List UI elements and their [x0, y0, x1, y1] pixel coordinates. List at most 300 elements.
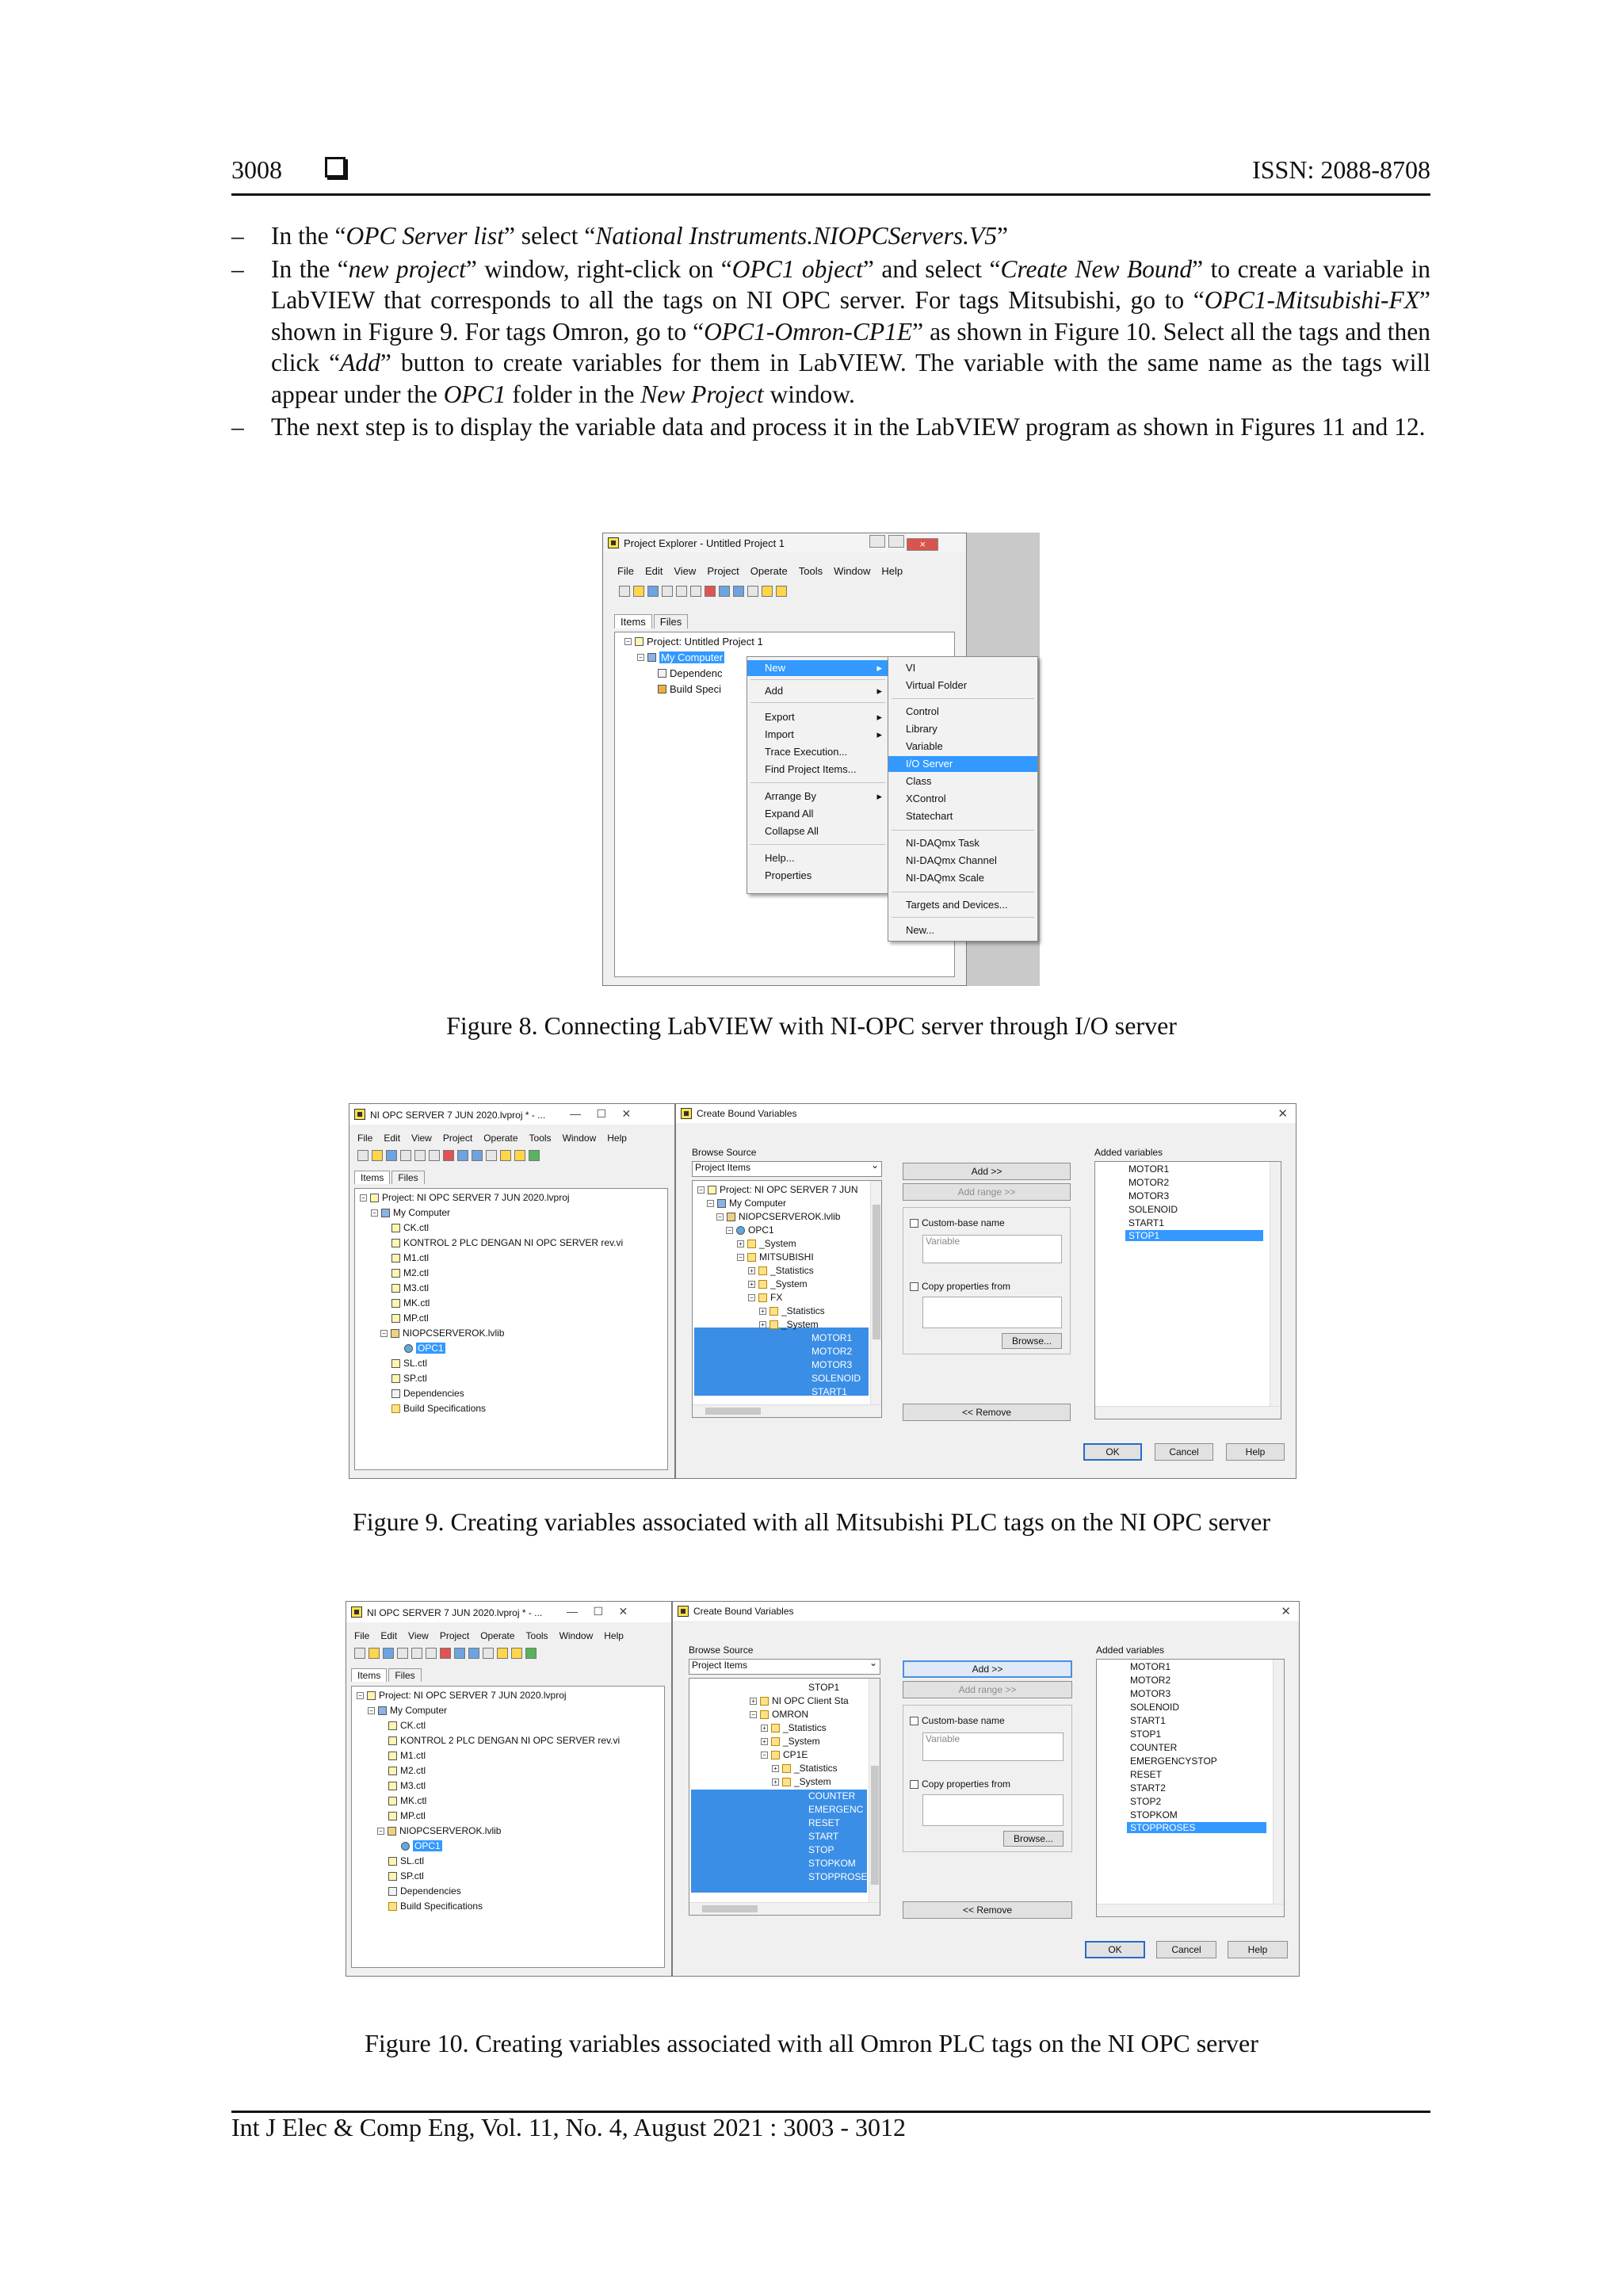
minimize-icon[interactable]: —	[570, 1107, 581, 1120]
menu-item-view[interactable]: View	[408, 1630, 429, 1641]
ctl-icon	[391, 1269, 400, 1278]
copy-icon[interactable]	[411, 1648, 422, 1659]
cut-icon[interactable]	[397, 1648, 408, 1659]
menu-item-window[interactable]: Window	[559, 1630, 594, 1641]
list-item[interactable]: STOP2	[1130, 1796, 1162, 1807]
tree-row[interactable]: SL.ctl	[391, 1358, 427, 1369]
tabs[interactable]	[351, 1668, 423, 1682]
tree-row[interactable]: MOTOR2	[812, 1346, 853, 1357]
ctl-icon	[388, 1857, 397, 1866]
variable-name-field[interactable]: Variable	[922, 1235, 1062, 1263]
figure-9-caption: Figure 9. Creating variables associated with all Mitsubishi PLC tags on the NI OPC server	[352, 1507, 1271, 1536]
menu-bar[interactable]	[357, 1133, 638, 1144]
toolbar[interactable]	[357, 1150, 540, 1161]
create-bound-variables-dialog	[675, 1103, 1296, 1479]
tree-row[interactable]: STOP	[808, 1844, 834, 1855]
build-icon[interactable]	[719, 586, 730, 597]
library-icon	[727, 1213, 735, 1221]
list-item[interactable]: COUNTER	[1130, 1742, 1178, 1753]
menu-item-virtual-folder[interactable]: Virtual Folder	[906, 679, 968, 691]
project-icon	[370, 1194, 379, 1202]
menu-item-help[interactable]: Help	[881, 565, 903, 577]
add-range-button[interactable]: Add range >>	[903, 1183, 1071, 1201]
project-tree-panel	[351, 1686, 665, 1968]
folder-icon	[771, 1724, 780, 1733]
list-item[interactable]: START2	[1130, 1782, 1166, 1794]
list-item[interactable]: SOLENOID	[1128, 1204, 1178, 1215]
project-icon	[708, 1186, 716, 1194]
paste-icon[interactable]	[690, 586, 701, 597]
italic-run: Add	[340, 349, 380, 376]
open-icon[interactable]	[372, 1150, 383, 1161]
warning-icon[interactable]	[500, 1150, 511, 1161]
menu-item-project[interactable]: Project	[439, 1630, 470, 1641]
list-item[interactable]: MOTOR2	[1128, 1177, 1170, 1188]
tree-row[interactable]: + _System	[759, 1319, 819, 1330]
menu-item-expand-all[interactable]: Expand All	[765, 808, 814, 819]
menu-item-library[interactable]: Library	[906, 723, 938, 735]
computer-icon	[717, 1199, 726, 1208]
bullet-item	[231, 411, 1430, 443]
copy-icon[interactable]	[414, 1150, 426, 1161]
menu-item-xcontrol[interactable]: XControl	[906, 793, 946, 804]
close-icon[interactable]: ×	[907, 538, 938, 551]
io-server-icon	[404, 1344, 413, 1353]
window-controls[interactable]	[570, 1107, 631, 1121]
menu-item-window[interactable]: Window	[562, 1133, 597, 1144]
delete-icon[interactable]	[443, 1150, 454, 1161]
tree-row[interactable]: SP.ctl	[391, 1373, 427, 1384]
tree-row[interactable]: STOPKOM	[808, 1858, 856, 1869]
page-number: 3008	[231, 155, 282, 184]
menu-item-edit[interactable]: Edit	[384, 1133, 401, 1144]
folder-icon	[769, 1320, 778, 1329]
tree-row[interactable]: STOP1	[808, 1682, 840, 1693]
menu-item-file[interactable]: File	[357, 1133, 373, 1144]
tab-items[interactable]: Items	[351, 1668, 387, 1682]
tree-row[interactable]: M2.ctl	[391, 1267, 429, 1278]
window-title: Project Explorer - Untitled Project 1	[624, 537, 785, 549]
titlebar	[346, 1602, 671, 1622]
menu-item-control[interactable]: Control	[906, 705, 939, 717]
tree-row[interactable]: Dependenc	[658, 667, 723, 679]
tree-row[interactable]: SP.ctl	[388, 1870, 424, 1881]
context-menu	[747, 656, 889, 894]
tree-row[interactable]: KONTROL 2 PLC DENGAN NI OPC SERVER rev.vi	[388, 1735, 620, 1746]
ctl-icon	[388, 1812, 397, 1820]
tree-row[interactable]: − CP1E	[761, 1749, 808, 1760]
tree-row[interactable]: OPC1	[404, 1343, 445, 1354]
close-icon[interactable]: ✕	[621, 1107, 632, 1120]
tree-row[interactable]: MK.ctl	[391, 1297, 430, 1308]
tree-row[interactable]: + _System	[748, 1278, 808, 1289]
folder-icon	[758, 1293, 767, 1302]
tree-row[interactable]: M3.ctl	[388, 1780, 426, 1791]
browse-source-combo[interactable]: Project Items ⌄	[689, 1659, 880, 1675]
ctl-icon	[391, 1299, 400, 1308]
deploy-icon[interactable]	[468, 1648, 479, 1659]
list-item[interactable]: RESET	[1130, 1769, 1163, 1780]
chevron-right-icon: ▸	[876, 685, 882, 697]
tree-row[interactable]: + _Statistics	[748, 1265, 814, 1276]
build-icon[interactable]	[454, 1648, 465, 1659]
options-panel	[903, 1207, 1071, 1354]
ctl-icon	[391, 1224, 400, 1232]
menu-item-properties[interactable]: Properties	[765, 869, 812, 881]
io-server-icon	[401, 1842, 410, 1851]
tree-row[interactable]: COUNTER	[808, 1790, 856, 1801]
menu-item-find-project-items[interactable]: Find Project Items...	[765, 763, 857, 775]
tree-row[interactable]: M1.ctl	[388, 1750, 426, 1761]
ctl-icon	[391, 1284, 400, 1293]
menu-item-help[interactable]: Help	[607, 1133, 627, 1144]
tree-row[interactable]: START	[808, 1831, 839, 1842]
warning-icon[interactable]	[497, 1648, 508, 1659]
menu-item-trace-execution[interactable]: Trace Execution...	[765, 746, 848, 758]
cancel-button[interactable]: Cancel	[1155, 1443, 1213, 1461]
help-icon[interactable]	[511, 1648, 522, 1659]
ok-button[interactable]: OK	[1085, 1941, 1145, 1958]
folder-icon	[760, 1697, 769, 1706]
menu-item-io-server[interactable]: I/O Server	[888, 756, 1037, 772]
tree-row[interactable]: + _Statistics	[761, 1722, 827, 1733]
tree-row[interactable]: CK.ctl	[391, 1222, 429, 1233]
paste-icon[interactable]	[426, 1648, 437, 1659]
help-button[interactable]: Help	[1226, 1443, 1285, 1461]
tree-row[interactable]: KONTROL 2 PLC DENGAN NI OPC SERVER rev.vi	[391, 1237, 623, 1248]
tree-row[interactable]: − NIOPCSERVEROK.lvlib	[716, 1211, 840, 1222]
copy-properties-checkbox[interactable]: Copy properties from	[910, 1281, 1010, 1292]
tree-row[interactable]: − My Computer	[707, 1198, 786, 1209]
menu-item-operate[interactable]: Operate	[750, 565, 788, 577]
vertical-scrollbar[interactable]	[1273, 1660, 1284, 1905]
menu-item-operate[interactable]: Operate	[480, 1630, 515, 1641]
copy-icon[interactable]	[676, 586, 687, 597]
menu-item-help[interactable]: Help	[604, 1630, 624, 1641]
chevron-right-icon: ▸	[876, 790, 882, 802]
tree-row[interactable]: MP.ctl	[391, 1312, 429, 1324]
tree-row[interactable]: CK.ctl	[388, 1720, 426, 1731]
tree-row[interactable]: Dependencies	[388, 1885, 461, 1897]
square-bullet-icon	[325, 157, 346, 178]
add-button[interactable]: Add >>	[903, 1163, 1071, 1180]
footer-citation: Int J Elec & Comp Eng, Vol. 11, No. 4, August 2021 : 3003 - 3012	[231, 2113, 906, 2141]
tree-row[interactable]: + NI OPC Client Sta	[750, 1695, 849, 1706]
close-icon[interactable]: ✕	[1277, 1107, 1288, 1121]
toolbar[interactable]	[619, 586, 787, 597]
list-item[interactable]: EMERGENCYSTOP	[1130, 1755, 1217, 1767]
delete-icon[interactable]	[440, 1648, 451, 1659]
new-icon[interactable]	[357, 1150, 369, 1161]
tree-row[interactable]: − MITSUBISHI	[737, 1251, 814, 1263]
ctl-icon	[388, 1782, 397, 1790]
computer-icon	[647, 653, 656, 662]
open-icon[interactable]	[633, 586, 644, 597]
menu-item-help[interactable]: Help...	[765, 852, 795, 864]
tree-row[interactable]: − NIOPCSERVEROK.lvlib	[377, 1825, 501, 1836]
list-item[interactable]: STOPPROSES	[1127, 1822, 1266, 1833]
tree-row[interactable]: MP.ctl	[388, 1810, 426, 1821]
list-item[interactable]: STOP1	[1125, 1230, 1263, 1241]
build-spec-icon	[658, 685, 666, 693]
window-title: NI OPC SERVER 7 JUN 2020.lvproj * - ...	[367, 1607, 543, 1618]
minimize-icon[interactable]: —	[567, 1605, 578, 1618]
menu-item-vi[interactable]: VI	[906, 662, 916, 674]
tree-row[interactable]: − OMRON	[750, 1709, 808, 1720]
italic-run: new project	[348, 254, 466, 283]
tree-row[interactable]: + _System	[761, 1736, 820, 1747]
dash-icon: –	[231, 413, 244, 441]
browse-button[interactable]: Browse...	[1003, 1831, 1064, 1847]
tree-row[interactable]: Build Speci	[658, 683, 721, 695]
menu-item-import[interactable]: Import ▸	[747, 727, 888, 743]
browse-source-combo[interactable]: Project Items ⌄	[692, 1161, 882, 1177]
menu-item-new[interactable]: New ▸	[747, 660, 888, 676]
tabs[interactable]	[614, 614, 689, 628]
build-icon[interactable]	[457, 1150, 468, 1161]
copy-properties-field[interactable]	[922, 1794, 1064, 1826]
tree-row[interactable]: Build Specifications	[388, 1901, 483, 1912]
close-icon[interactable]: ✕	[618, 1605, 628, 1618]
tree-row[interactable]: + _System	[737, 1238, 796, 1249]
toolbar[interactable]	[354, 1648, 537, 1659]
menu-item-file[interactable]: File	[354, 1630, 370, 1641]
tree-row[interactable]: − Project: NI OPC SERVER 7 JUN 2020.lvproj	[357, 1690, 567, 1701]
tree-row[interactable]: M2.ctl	[388, 1765, 426, 1776]
close-icon[interactable]: ✕	[1281, 1605, 1291, 1618]
maximize-icon[interactable]: ☐	[596, 1107, 607, 1120]
tree-row[interactable]: + _System	[772, 1776, 831, 1787]
horizontal-scrollbar[interactable]	[1095, 1406, 1281, 1419]
list-item[interactable]: STOPKOM	[1130, 1809, 1178, 1820]
tree-row[interactable]: Dependencies	[391, 1388, 464, 1399]
tree-row[interactable]: + _Statistics	[772, 1763, 838, 1774]
tree-row[interactable]: RESET	[808, 1817, 841, 1828]
tree-row[interactable]: + _Statistics	[759, 1305, 825, 1316]
deploy-icon[interactable]	[733, 586, 744, 597]
cancel-button[interactable]: Cancel	[1156, 1941, 1216, 1958]
run-icon[interactable]	[529, 1150, 540, 1161]
italic-run: OPC1-Omron-CP1E	[704, 317, 913, 346]
menu-item-tools[interactable]: Tools	[798, 565, 823, 577]
paste-icon[interactable]	[429, 1150, 440, 1161]
italic-run: OPC Server list	[346, 222, 504, 250]
custom-base-name-checkbox[interactable]: Custom-base name	[910, 1715, 1005, 1726]
menu-item-class[interactable]: Class	[906, 775, 932, 787]
folder-icon	[771, 1737, 780, 1746]
list-item[interactable]: STOP1	[1130, 1729, 1162, 1740]
save-icon[interactable]	[647, 586, 659, 597]
menu-item-variable[interactable]: Variable	[906, 740, 943, 752]
remove-button[interactable]: << Remove	[903, 1901, 1072, 1919]
bullet-text: In the “new project” window, right-click on “OPC1 object” and select “Create New Bound” to create a variable in LabVIEW that corresponds to all the tags on NI OPC server. For tags Mitsubishi, go to “OPC1-Mitsubishi-FX” shown in Figure 9. For tags Omron, go to “OPC1-Omron-CP1E” as shown in Figure 10. Select all the tags and then click “Add” button to create variables for them in LabVIEW. The variable with the same name as the tags will appear under the OPC1 folder in the New Project window.	[271, 254, 1431, 408]
menu-item-collapse-all[interactable]: Collapse All	[765, 825, 819, 837]
dash-icon: –	[231, 222, 244, 250]
menu-item-operate[interactable]: Operate	[483, 1133, 518, 1144]
deploy-icon[interactable]	[472, 1150, 483, 1161]
copy-properties-checkbox[interactable]: Copy properties from	[910, 1778, 1010, 1790]
list-item[interactable]: MOTOR2	[1130, 1675, 1171, 1686]
tree-row[interactable]: SL.ctl	[388, 1855, 424, 1866]
menu-item-add[interactable]: Add ▸	[747, 683, 888, 699]
tree-row[interactable]: STOPPROSE	[808, 1871, 868, 1882]
tab-files[interactable]: Files	[654, 614, 688, 628]
view-icon[interactable]	[483, 1648, 494, 1659]
tree-row[interactable]: − NIOPCSERVEROK.lvlib	[380, 1328, 504, 1339]
tree-row[interactable]: SOLENOID	[812, 1373, 861, 1384]
list-item[interactable]: SOLENOID	[1130, 1702, 1180, 1713]
vertical-scrollbar[interactable]	[869, 1679, 880, 1904]
new-submenu	[888, 656, 1038, 942]
horizontal-scrollbar[interactable]	[1097, 1904, 1285, 1916]
build-spec-icon	[391, 1404, 400, 1413]
tree-row[interactable]: OPC1	[401, 1840, 442, 1851]
vertical-scrollbar[interactable]	[1270, 1162, 1281, 1408]
menu-item-edit[interactable]: Edit	[644, 565, 663, 577]
tree-row[interactable]: Build Specifications	[391, 1403, 486, 1414]
italic-run: OPC1 object	[731, 254, 863, 283]
tree-row[interactable]: MOTOR1	[812, 1332, 853, 1343]
tree-row[interactable]: − Project: Untitled Project 1	[624, 636, 763, 648]
menu-bar[interactable]	[617, 565, 914, 577]
save-icon[interactable]	[383, 1648, 394, 1659]
menu-item-tools[interactable]: Tools	[529, 1133, 552, 1144]
maximize-icon[interactable]	[888, 535, 904, 548]
dialog-title: Create Bound Variables	[697, 1108, 797, 1119]
minimize-icon[interactable]	[869, 535, 885, 548]
tree-row[interactable]: M3.ctl	[391, 1282, 429, 1293]
tree-row[interactable]: START1	[812, 1386, 847, 1397]
horizontal-scrollbar[interactable]	[689, 1902, 880, 1915]
build-spec-icon	[388, 1902, 397, 1911]
browse-tree-panel[interactable]	[692, 1180, 882, 1418]
tabs[interactable]	[354, 1171, 426, 1184]
folder-icon	[782, 1778, 791, 1786]
list-item[interactable]: MOTOR3	[1130, 1688, 1171, 1699]
menu-item-daqmx-task[interactable]: NI-DAQmx Task	[906, 837, 980, 849]
titlebar	[676, 1104, 1296, 1123]
help-icon[interactable]	[514, 1150, 525, 1161]
add-range-button[interactable]: Add range >>	[903, 1681, 1072, 1698]
list-item[interactable]: START1	[1128, 1217, 1164, 1228]
add-button[interactable]: Add >>	[903, 1660, 1072, 1678]
figure-9	[349, 1103, 1296, 1479]
menu-item-file[interactable]: File	[617, 565, 634, 577]
tab-files[interactable]: Files	[388, 1668, 421, 1682]
tab-items[interactable]: Items	[354, 1171, 390, 1184]
custom-base-name-checkbox[interactable]: Custom-base name	[910, 1217, 1005, 1228]
vertical-scrollbar[interactable]	[870, 1181, 881, 1406]
added-variables-label: Added variables	[1096, 1645, 1165, 1656]
run-icon[interactable]	[525, 1648, 537, 1659]
bullet-item	[231, 220, 1430, 252]
menu-item-view[interactable]: View	[674, 565, 697, 577]
menu-item-window[interactable]: Window	[834, 565, 871, 577]
added-variables-list[interactable]	[1096, 1659, 1285, 1917]
list-item[interactable]: START1	[1130, 1715, 1166, 1726]
menu-item-tools[interactable]: Tools	[525, 1630, 548, 1641]
tree-row[interactable]: − My Computer	[637, 651, 724, 663]
tree-row[interactable]: EMERGENC	[808, 1804, 864, 1815]
window-controls[interactable]	[567, 1605, 628, 1618]
save-icon[interactable]	[386, 1150, 397, 1161]
warning-icon[interactable]	[762, 586, 773, 597]
menu-item-edit[interactable]: Edit	[380, 1630, 398, 1641]
project-icon	[367, 1691, 376, 1700]
tree-row[interactable]: − Project: NI OPC SERVER 7 JUN 2020.lvproj	[360, 1192, 570, 1203]
list-item[interactable]: MOTOR1	[1130, 1661, 1171, 1672]
view-icon[interactable]	[747, 586, 758, 597]
computer-icon	[378, 1706, 387, 1715]
menu-item-export[interactable]: Export ▸	[747, 709, 888, 725]
tree-row[interactable]: MK.ctl	[388, 1795, 426, 1806]
titlebar	[603, 533, 966, 552]
tree-row[interactable]: MOTOR3	[812, 1359, 853, 1370]
tree-row[interactable]: − My Computer	[368, 1705, 447, 1716]
list-item[interactable]: MOTOR1	[1128, 1163, 1170, 1175]
ok-button[interactable]: OK	[1083, 1443, 1142, 1461]
menu-item-targets-devices[interactable]: Targets and Devices...	[906, 899, 1008, 911]
open-icon[interactable]	[369, 1648, 380, 1659]
menu-item-daqmx-scale[interactable]: NI-DAQmx Scale	[906, 872, 984, 884]
dash-icon: –	[231, 254, 244, 283]
browse-button[interactable]: Browse...	[1002, 1333, 1062, 1349]
folder-icon	[747, 1253, 756, 1262]
tab-items[interactable]: Items	[614, 614, 652, 628]
tree-row[interactable]: − My Computer	[371, 1207, 450, 1218]
tree-row[interactable]: M1.ctl	[391, 1252, 429, 1263]
help-button[interactable]: Help	[1228, 1941, 1288, 1958]
menu-item-project[interactable]: Project	[707, 565, 739, 577]
tree-row[interactable]: − Project: NI OPC SERVER 7 JUN	[697, 1184, 858, 1195]
new-icon[interactable]	[354, 1648, 365, 1659]
menu-item-project[interactable]: Project	[442, 1133, 473, 1144]
folder-icon	[760, 1710, 769, 1719]
tree-row[interactable]: − FX	[748, 1292, 782, 1303]
italic-run: OPC1-Mitsubishi-FX	[1204, 286, 1420, 314]
window-controls[interactable]	[869, 535, 938, 551]
browse-source-label: Browse Source	[692, 1147, 757, 1158]
menu-item-statechart[interactable]: Statechart	[906, 810, 953, 822]
menu-item-daqmx-channel[interactable]: NI-DAQmx Channel	[906, 854, 997, 866]
cut-icon[interactable]	[662, 586, 673, 597]
browse-tree-panel[interactable]	[689, 1678, 880, 1916]
variable-name-field[interactable]: Variable	[922, 1733, 1064, 1761]
italic-run: New Project	[640, 380, 764, 408]
remove-button[interactable]: << Remove	[903, 1404, 1071, 1421]
menu-item-view[interactable]: View	[411, 1133, 432, 1144]
tab-files[interactable]: Files	[391, 1171, 424, 1184]
menu-item-new-dots[interactable]: New...	[906, 924, 935, 936]
menu-bar[interactable]	[354, 1630, 635, 1641]
new-icon[interactable]	[619, 586, 630, 597]
delete-icon[interactable]	[705, 586, 716, 597]
added-variables-list[interactable]	[1094, 1161, 1281, 1419]
horizontal-scrollbar[interactable]	[693, 1404, 882, 1417]
copy-properties-field[interactable]	[922, 1297, 1062, 1328]
tree-row[interactable]: − OPC1	[726, 1224, 774, 1236]
cut-icon[interactable]	[400, 1150, 411, 1161]
view-icon[interactable]	[486, 1150, 497, 1161]
project-tree-panel	[354, 1188, 668, 1470]
menu-item-arrange-by[interactable]: Arrange By ▸	[747, 789, 888, 804]
list-item[interactable]: MOTOR3	[1128, 1190, 1170, 1201]
project-icon	[635, 637, 643, 646]
maximize-icon[interactable]: ☐	[593, 1605, 604, 1618]
options-panel	[903, 1705, 1072, 1852]
help-icon[interactable]	[776, 586, 787, 597]
chevron-right-icon: ▸	[876, 711, 882, 723]
